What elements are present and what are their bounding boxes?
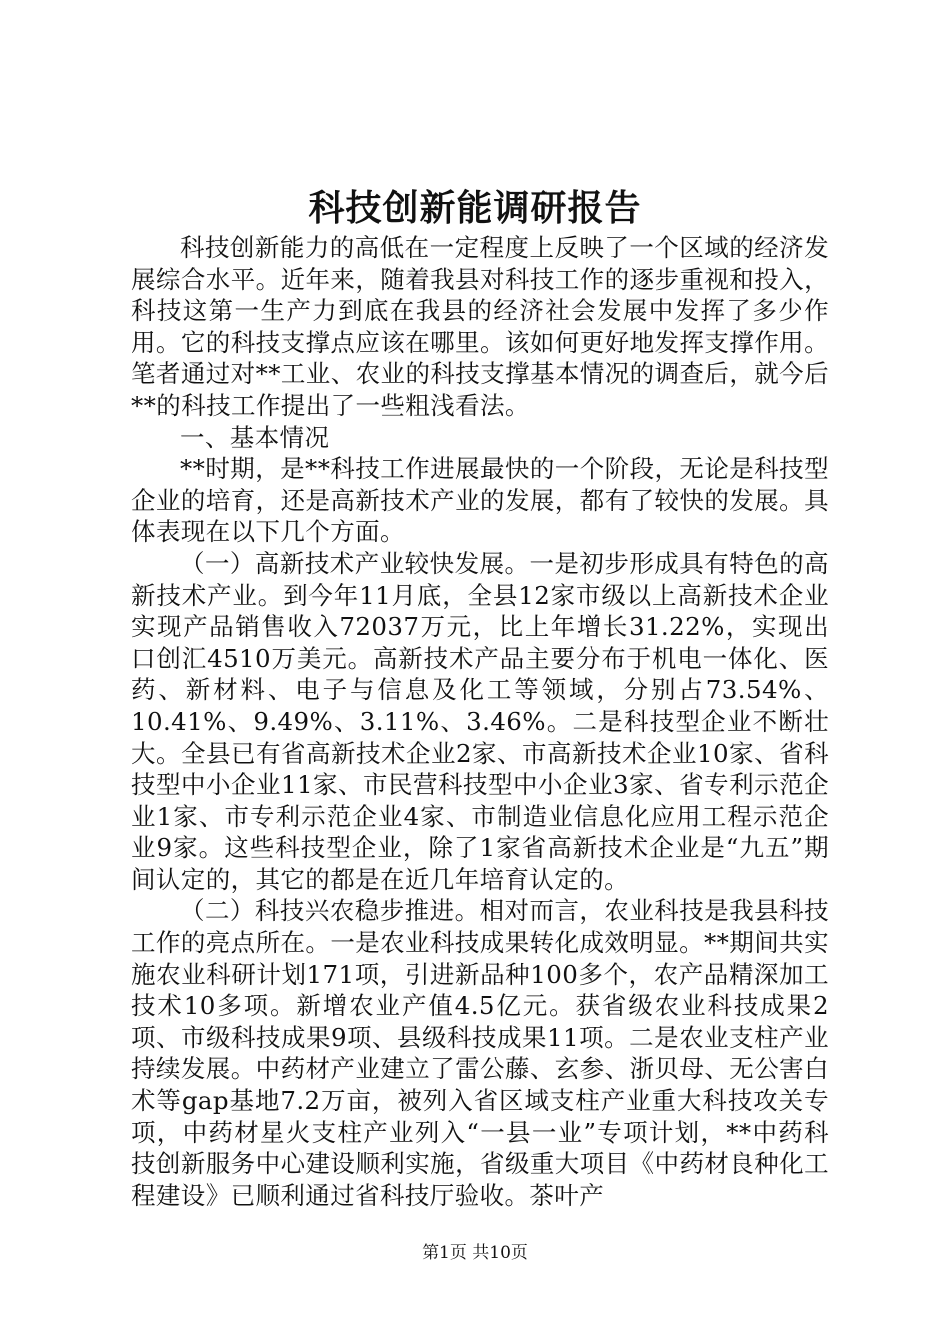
paragraph-overview: **时期，是**科技工作进展最快的一个阶段，无论是科技型企业的培育，还是高新技术产业的发展，都有了较快的发展。具体表现在以下几个方面。 (131, 454, 829, 547)
section-heading-basic-situation: 一、基本情况 (180, 422, 330, 452)
paragraph-agriculture-tech: （二）科技兴农稳步推进。相对而言，农业科技是我县科技工作的亮点所在。一是农业科技成果转化成效明显。**期间共实施农业科研计划171项，引进新品种100多个，农产品精深加工技术10多项。新增农业产值4.5亿元。获省级农业科技成果2项、市级科技成果9项、县级科技成果11项。二是农业支柱产业持续发展。中药材产业建立了雷公藤、玄参、浙贝母、无公害白术等gap基地7.2万亩，被列入省区域支柱产业重大科技攻关专项，中药材星火支柱产业列入“一县一业”专项计划，**中药科技创新服务中心建设顺利实施，省级重大项目《中药材良种化工程建设》已顺利通过省科技厅验收。茶叶产 (131, 896, 829, 1210)
paragraph-high-tech-industry: （一）高新技术产业较快发展。一是初步形成具有特色的高新技术产业。到今年11月底，全县12家市级以上高新技术企业实现产品销售收入72037万元，比上年增长31.22%，实现出口创汇4510万美元。高新技术产品主要分布于机电一体化、医药、新材料、电子与信息及化工等领域，分别占73.54%、10.41%、9.49%、3.11%、3.46%。二是科技型企业不断壮大。全县已有省高新技术企业2家、市高新技术企业10家、省科技型中小企业11家、市民营科技型中小企业3家、省专利示范企业1家、市专利示范企业4家、市制造业信息化应用工程示范企业9家。这些科技型企业，除了1家省高新技术企业是“九五”期间认定的，其它的都是在近几年培育认定的。 (131, 548, 829, 894)
document-title: 科技创新能调研报告 (308, 187, 642, 229)
paragraph-intro: 科技创新能力的高低在一定程度上反映了一个区域的经济发展综合水平。近年来，随着我县对科技工作的逐步重视和投入，科技这第一生产力到底在我县的经济社会发展中发挥了多少作用。它的科技支撑点应该在哪里。该如何更好地发挥支撑作用。笔者通过对**工业、农业的科技支撑基本情况的调查后，就今后**的科技工作提出了一些粗浅看法。 (131, 233, 829, 420)
page-footer: 第1页 共10页 (422, 1243, 528, 1263)
document-body (131, 232, 829, 1211)
